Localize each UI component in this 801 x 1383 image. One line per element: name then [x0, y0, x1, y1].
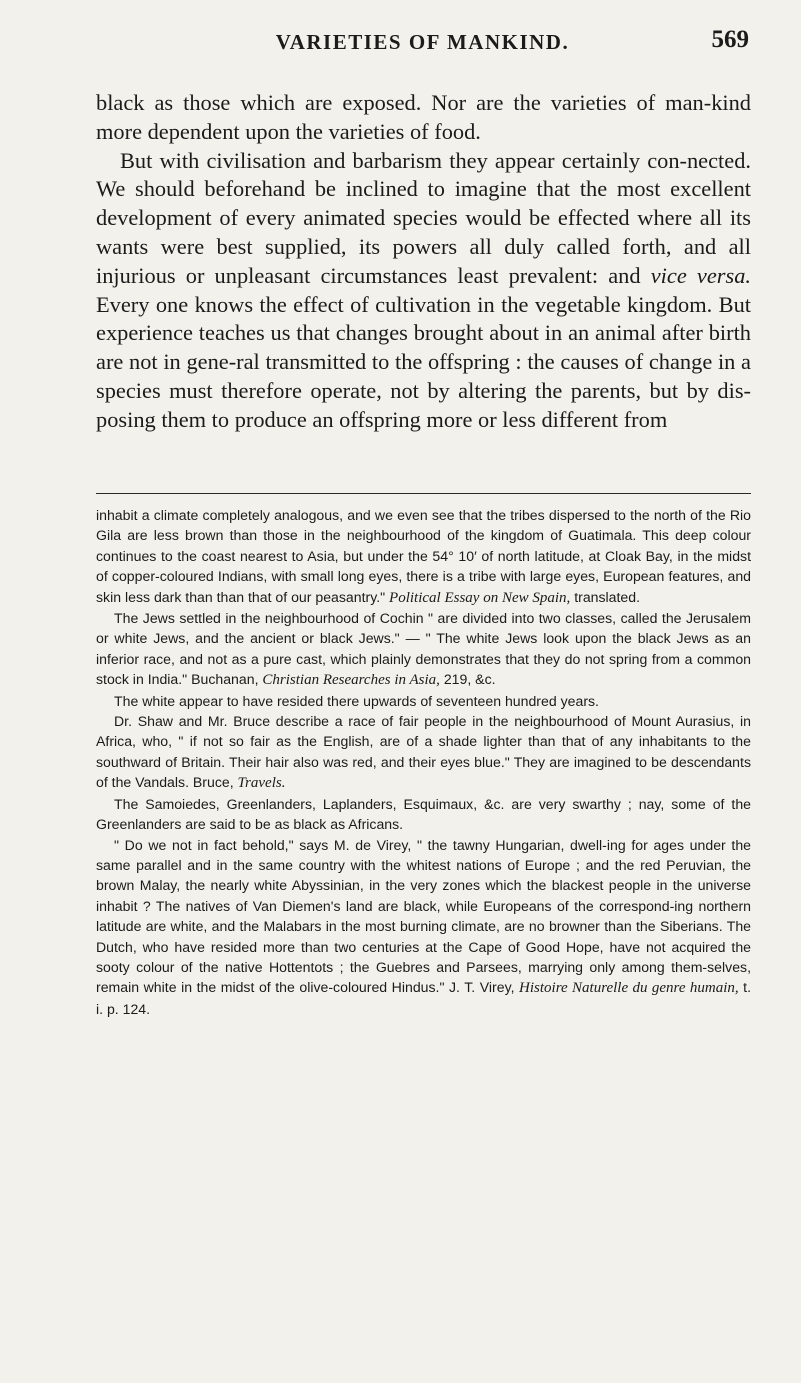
note-1-italic: Political Essay on New Spain,: [389, 589, 571, 606]
note-4-italic: Travels.: [237, 775, 286, 792]
paragraph-1-text: black as those which are exposed. Nor are the varieties of man-kind more dependent upon the varieties of food.: [96, 90, 751, 144]
note-2-italic: Christian Researches in Asia,: [262, 672, 440, 689]
paragraph-2: [96, 147, 751, 435]
note-4: [96, 711, 751, 794]
note-6: [96, 835, 751, 1020]
paragraph-2-italic: vice versa.: [650, 262, 751, 288]
page-number: 569: [711, 26, 749, 53]
note-1: [96, 505, 751, 608]
note-5: [96, 794, 751, 835]
note-1-text-a: inhabit a climate completely analogous, and we even see that the tribes dispersed to the north of the Rio Gila are less brown than those in the neighbourhood of the kingdom of Guatimala. This deep colour continues to the coast nearest to Asia, but under the 54° 10′ of north latitude, at Cloak Bay, in the midst of copper-coloured Indians, with small long eyes, there is a tribe with large eyes, European features, and skin less dark than than that of our peasantry.": [96, 507, 751, 605]
note-2-text-b: 219, &c.: [439, 671, 496, 688]
running-title: VARIETIES OF MANKIND.: [275, 30, 570, 54]
note-6-text-b: t. i. p. 124.: [96, 979, 752, 1017]
note-1-text-b: translated.: [570, 588, 641, 605]
note-3: [96, 691, 751, 711]
note-3-text: The white appear to have resided there upwards of seventeen hundred years.: [114, 692, 599, 709]
running-head: [96, 22, 749, 62]
note-2-text-a: The Jews settled in the neighbourhood of Cochin " are divided into two classes, called the Jerusalem or white Jews, and the ancient or black Jews." — " The white Jews look upon the black Jews as an inferior race, and not as a pure cast, which plainly demonstrates that they do not spring from a common stock in India." Buchanan,: [96, 610, 751, 688]
footnote-rule: [96, 493, 751, 494]
note-5-text: The Samoiedes, Greenlanders, Laplanders, Esquimaux, &c. are very swarthy ; nay, some of the Greenlanders are said to be as black as Africans.: [96, 795, 751, 833]
note-4-text-a: Dr. Shaw and Mr. Bruce describe a race of fair people in the neighbourhood of Mount Aurasius, in Africa, who, " if not so fair as the English, are of a shade lighter than that of any inhabitants to the southward of Britain. Their hair also was red, and their eyes blue." They are imagined to be descendants of the Vandals. Bruce,: [96, 713, 751, 791]
footnotes: [96, 505, 751, 1019]
paragraph-2-text-a: But with civilisation and barbarism they appear certainly con-nected. We should beforehand be inclined to imagine that the most excellent development of every animated species would be effected where all its wants were best supplied, its powers all duly called forth, and all injurious or unpleasant circumstances least prevalent: and: [96, 147, 751, 288]
note-6-text-a: " Do we not in fact behold," says M. de Virey, " the tawny Hungarian, dwell-ing for ages under the same parallel and in the same country with the whitest nations of Europe ; and the red Peruvian, the brown Malay, the nearly white Abyssinian, in the very zones which the blackest people in the universe inhabit ? The natives of Van Diemen's land are black, while Europeans of the correspond-ing northern latitude are white, and the Malabars in the most burning climate, are no browner than the Siberians. The Dutch, who have resided more than two centuries at the Cape of Good Hope, have not acquired the sooty colour of the native Hottentots ; the Guebres and Parsees, marrying only among them-selves, remain white in the midst of the olive-coloured Hindus." J. T. Virey,: [96, 836, 751, 996]
main-text: [96, 89, 751, 435]
paragraph-1: [96, 89, 751, 147]
note-2: [96, 608, 751, 691]
paragraph-2-text-b: Every one knows the effect of cultivation in the vegetable kingdom. But experience teaches us that changes brought about in an animal after birth are not in gene-ral transmitted to the offspring : the causes of change in a species must therefore operate, not by altering the parents, but by dis-posing them to produce an offspring more or less different from: [96, 291, 751, 432]
note-6-italic: Histoire Naturelle du genre humain,: [519, 980, 739, 997]
